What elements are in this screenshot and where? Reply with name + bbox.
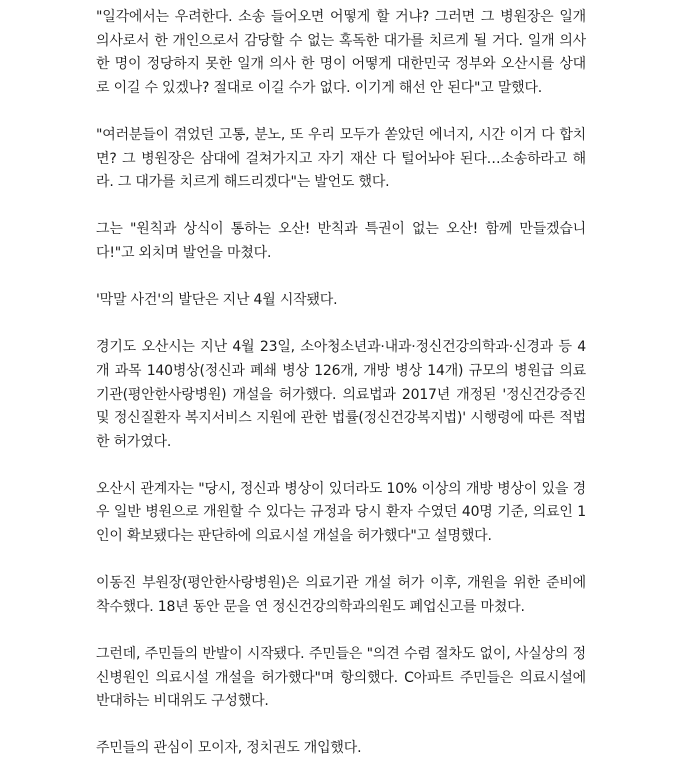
paragraph-official-statement: 오산시 관계자는 "당시, 정신과 병상이 있더라도 10% 이상의 개방 병상이 있을 경우 일반 병원으로 개원할 수 있다는 규정과 당시 환자 수였던 40명 기준, 의료인 1인이 확보됐다는 판단하에 의료시설 개설을 허가했다"고 설명했다. (96, 480, 586, 545)
paragraph-permit: 경기도 오산시는 지난 4월 23일, 소아청소년과·내과·정신건강의학과·신경과 등 4개 과목 140병상(정신과 폐쇄 병상 126개, 개방 병상 14개) 규모의 병원급 의료기관(평안한사랑병원) 개설을 허가했다. 의료법과 2017년 개정된 '정신건강증진 및 정신질환자 복지서비스 지원에 관한 법률(정신건강복지법)' 시행령에 따른 적법한 허가였다. (96, 339, 586, 450)
article-body (96, 6, 586, 761)
paragraph-closing-remark: 그는 "원칙과 상식이 통하는 오산! 반칙과 특권이 없는 오산! 함께 만들겠습니다!"고 외치며 발언을 마쳤다. (96, 221, 586, 261)
paragraph-resident-backlash: 그런데, 주민들의 반발이 시작됐다. 주민들은 "의견 수렴 절차도 없이, 사실상의 정신병원인 의료시설 개설을 허가했다"며 항의했다. C아파트 주민들은 의료시설에 반대하는 비대위도 구성했다. (96, 646, 586, 710)
paragraph-origin: '막말 사건'의 발단은 지난 4월 시작됐다. (96, 292, 338, 309)
paragraph-politics: 주민들의 관심이 모이자, 정치권도 개입했다. (96, 740, 362, 757)
paragraph-cost-quote: "여러분들이 겪었던 고통, 분노, 또 우리 모두가 쏟았던 에너지, 시간 이거 다 합치면? 그 병원장은 삼대에 걸쳐가지고 자기 재산 다 털어놔야 된다…소송하라고 해라. 그 대가를 치르게 해드리겠다"는 발언도 했다. (96, 126, 586, 191)
paragraph-vice-director: 이동진 부원장(평안한사랑병원)은 의료기관 개설 허가 이후, 개원을 위한 준비에 착수했다. 18년 동안 문을 연 정신건강의학과의원도 폐업신고를 마쳤다. (96, 575, 586, 615)
paragraph-lawsuit-quote: "일각에서는 우려한다. 소송 들어오면 어떻게 할 거냐? 그러면 그 병원장은 일개 의사로서 한 개인으로서 감당할 수 없는 혹독한 대가를 치르게 될 거다. 일개 의사 한 명이 정당하지 못한 일개 의사 한 명이 어떻게 대한민국 정부와 오산시를 상대로 이길 수 있겠나? 절대로 이길 수가 없다. 이기게 해선 안 된다"고 말했다. (96, 9, 586, 96)
